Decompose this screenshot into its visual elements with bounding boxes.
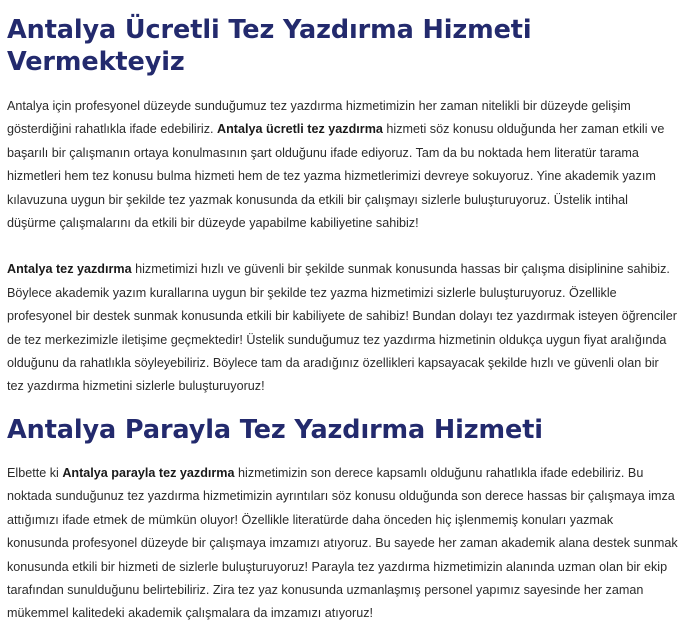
paragraph-text: hizmetimizi hızlı ve güvenli bir şekilde sunmak konusunda hassas bir çalışma disiplinine sahibiz. Böylece akademik yazım kurallarına uygun bir şekilde tez yazma hizmetimizi sizlerle buluşturuyoruz. Özellikle profesyonel bir destek sunmak konusunda etkili bir kabiliyete de sahibiz! Bundan dolayı tez yazdırmak isteyen öğrenciler de tez merkezimizle iletişime geçmektedir! Üstelik sunduğumuz tez yazdırma hizmetinin oldukça uygun fiyat aralığında olduğunu da rahatlıkla söyleyebiliriz. Böylece tam da aradığınız özellikleri kapsayacak şekilde hızlı ve güvenli olan bir tez yazdırma hizmetini sizlerle buluşturuyoruz! — [7, 262, 677, 394]
keyword-bold: Antalya ücretli tez yazdırma — [217, 122, 383, 137]
paragraph-text: Antalya için profesyonel düzeyde sunduğumuz tez yazdırma hizmetimizin her zaman nitelikli bir düzeyde gelişim gösterdiğini rahatlıkla ifade edebiliriz. — [7, 99, 631, 137]
section-heading: Antalya Parayla Tez Yazdırma Hizmeti — [7, 414, 543, 445]
keyword-bold: Antalya tez yazdırma — [7, 262, 132, 277]
paragraph-text: hizmeti söz konusu olduğunda her zaman etkili ve başarılı bir çalışmanın ortaya konulmasının şart olduğunu ifade ediyoruz. Tam da bu noktada hem literatür tarama hizmetleri hem tez konusu bulma hizmeti hem de tez yazma hizmetlerimizi devreye sokuyoruz. Yine akademik yazım kılavuzuna uygun bir şekilde tez yazmak konusunda da etkili bir çalışmayı sizlerle buluşturuyoruz. Üstelik intihal düşürme çalışmalarını da etkili bir düzeyde yapabilme kabiliyetine sahibiz! — [7, 122, 665, 231]
section-ucretli-tez — [7, 14, 678, 399]
paragraph-text: hizmetimizin son derece kapsamlı olduğunu rahatlıkla ifade edebiliriz. Bu noktada sunduğunuz tez yazdırma hizmetimizin ayrıntıları söz konusu olduğunda son derece hassas bir çalışmaya imza attığımızı ifade etmek de mümkün oluyor! Özellikle literatürde daha önceden hiç işlenmemiş konuları yazmak konusunda profesyonel düzeyde bir çalışmaya imzamızı atıyoruz. Bu sayede her zaman akademik alana destek sunmak konusunda etkili bir hizmeti de sizlerle buluşturuyoruz! Parayla tez yazdırma hizmetimizin alanında uzman olan bir ekip tarafından sunulduğunu belirtebiliriz. Zira tez yaz konusunda uzmanlaşmış personel yapımız sayesinde her zaman mükemmel kalitedeki akademik çalışmalara da imzamızı atıyoruz! — [7, 465, 678, 621]
paragraph-text: Elbette ki — [7, 465, 63, 480]
article-content — [7, 14, 678, 626]
paragraph — [7, 258, 678, 398]
section-heading: Antalya Ücretli Tez Yazdırma Hizmeti Vermekteyiz — [7, 15, 532, 77]
paragraph — [7, 462, 678, 626]
section-parayla-tez — [7, 414, 678, 626]
keyword-bold: Antalya parayla tez yazdırma — [62, 465, 235, 480]
paragraph — [7, 95, 678, 235]
